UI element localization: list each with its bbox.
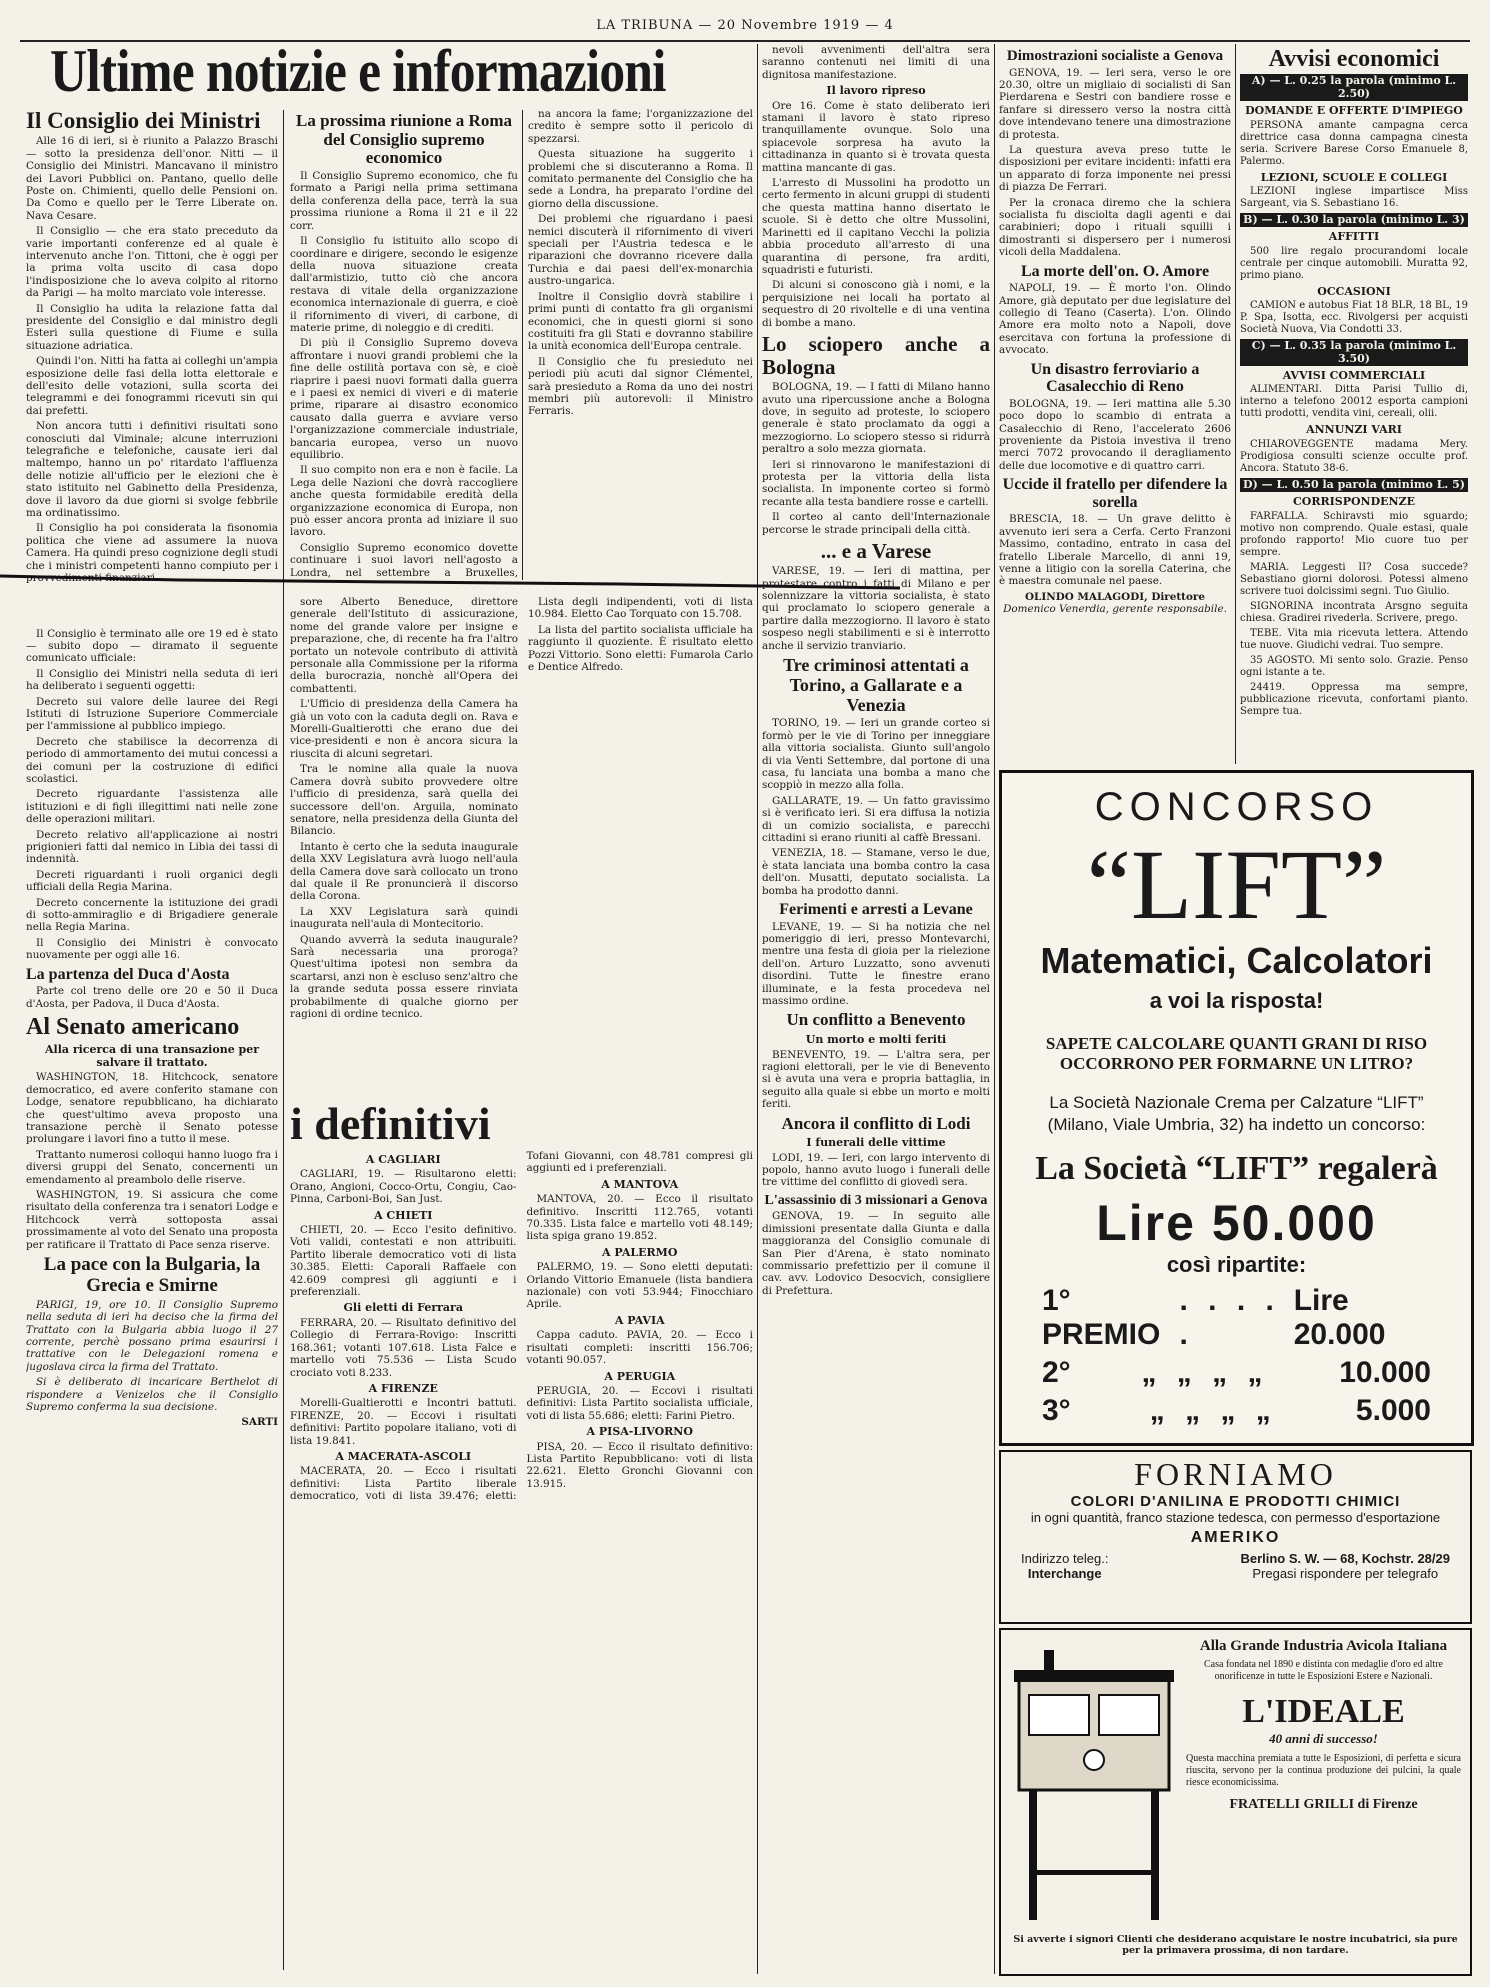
paragraph: NAPOLI, 19. — È morto l'on. Olindo Amore, già deputato per due legislature del collegio di Teano (Caserta). L'on. Olindo Amore era molto noto a Napoli, dove esercitava con fortuna la professione di avvocato. [999, 282, 1231, 357]
lift-regala: La Società “LIFT” regalerà [1035, 1150, 1438, 1187]
subheadline-lodi: I funerali delle vittime [806, 1136, 946, 1150]
paragraph: BRESCIA, 18. — Un grave delitto è avvenuto ieri sera a Cerfa. Certo Franzoni Massimo, contadino, entrato in casa del fratello Liberale Marcello, di anni 19, venne a litigio con la sorella Caterina, che è maestra comunale nel paese. [999, 513, 1231, 588]
subheadline-lavoro: Il lavoro ripreso [826, 84, 926, 98]
section-heading: LEZIONI, SCUOLE E COLLEGI [1260, 170, 1448, 184]
city-heading: A FIRENZE [368, 1381, 438, 1395]
paragraph: GENOVA, 19. — Ieri sera, verso le ore 20.30, oltre un migliaio di socialisti di San Pierdarena e Sestri con bandiere rosse e fanfare si diressero verso la nostra città dove intendevano tenere una dimostrazione di protesta. [999, 66, 1231, 141]
paragraph: L'Ufficio di presidenza della Camera ha già un voto con la caduta degli on. Rava e Morelli-Gualtierotti che erano due dei vice-presidenti e non è ancora sicura la riuscita di alcuni segretari. [290, 698, 518, 760]
headline-lodi: Ancora il conflitto di Lodi [781, 1113, 971, 1133]
classified-ad: MARIA. Leggesti II? Cosa succede? Sebastiano giorni dolorosi. Potessi almeno scrivere tuoi dolcissimi segni. Tuo Giulio. [1240, 561, 1468, 597]
paragraph: Tra le nomine alla quale la nuova Camera dovrà subito provvedere oltre l'ufficio di presidenza, sarà quella dei successore dell'on. Arguila, nominato senatore, nella presidenza della Giunta del Bilancio. [290, 763, 518, 838]
paragraph: L'arresto di Mussolini ha prodotto un certo fermento in alcuni gruppi di studenti che questa mattina hanno disertato le scuole. Si è detto che oltre Mussolini, Marinetti ed il capitano Vecchi la polizia abbia proceduto all'arresto di una quarantina di persone, fra arditi, squadristi e futuristi. [762, 177, 990, 276]
prize-label: 3° [1042, 1394, 1071, 1427]
column-3 [528, 108, 753, 578]
city-heading: A CHIETI [374, 1208, 433, 1222]
column-4 [762, 44, 990, 1970]
section-heading: ANNUNZI VARI [1306, 423, 1402, 437]
paragraph: Lista degli indipendenti, voti di lista 10.984. Eletto Cao Torquato con 15.708. [528, 596, 753, 621]
prize-label: 2° [1042, 1356, 1071, 1389]
paragraph: LEVANE, 19. — Si ha notizia che nel pomeriggio di ieri, presso Montevarchi, mentre una festa di gioia per la rielezione dell'on. Arturo Luzzatto, sono avvenuti disordini. Tutte le finestre erano illuminate, e la festa procedeva nel massimo ordine. [762, 920, 990, 1008]
rate-heading: D) — L. 0.50 la parola (minimo L. 5) [1240, 478, 1468, 492]
classified-ad: ALIMENTARI. Ditta Parisi Tullio di, interno a telefono 20012 esporta campioni tutti prodotti, vendita vini, cereali, olii. [1240, 384, 1468, 420]
paragraph: PERUGIA, 20. — Eccovi i risultati definitivi: Lista Partito socialista ufficiale, voti di lista 55.686; eletti: Farini Pietro. [526, 1384, 753, 1422]
section-heading: DOMANDE E OFFERTE D'IMPIEGO [1245, 104, 1463, 118]
headline-amore: La morte dell'on. O. Amore [1020, 262, 1210, 280]
paragraph: Decreto relativo all'applicazione ai nostri prigionieri fatti dal nemico in Libia dei tassi di indennità. [26, 828, 278, 866]
paragraph: Cappa caduto. PAVIA, 20. — Ecco i risultati completi: inscritti 156.706; votanti 90.057. [526, 1329, 753, 1367]
paragraph: VENEZIA, 18. — Stamane, verso le due, è stata lanciata una bomba contro la casa dell'on. Musatti, deputato socialista. La bomba ha prodotto danni. [762, 847, 990, 897]
paragraph: Di più il Consiglio Supremo doveva affrontare i nuovi grandi problemi che la fine delle ostilità portava con sè, e cioè riaprire i paesi nuovi formati dalla guerra e i paesi ex nemici di viveri e di materie prime, riparare ai disastro economico causato dalla guerra e avviare verso l'organizzazione commerciale industriale, bancaria europea, verso un nuovo equilibrio. [290, 337, 518, 461]
paragraph: GALLARATE, 19. — Un fatto gravissimo si è verificato ieri. Si era diffusa la notizia di un comizio socialista, e parecchi cittadini si erano riuniti al caffè Bressani. [762, 794, 990, 844]
paragraph: CHIETI, 20. — Ecco l'esito definitivo. Voti validi, contestati e non attribuiti. Partito liberale democratico voti di lista 30.385. Eletti: Caporali Raffaele con 42.609 compresi gli aggiunti e i preferenziali. [290, 1224, 517, 1299]
forniamo-ad [999, 1450, 1472, 1624]
forniamo-line-1: COLORI D'ANILINA E PRODOTTI CHIMICI [1070, 1493, 1401, 1510]
column-rule [994, 44, 995, 1974]
paragraph: Decreto riguardante l'assistenza alle istituzioni e di figli illegittimi nati nelle zone delle operazioni militari. [26, 788, 278, 826]
prize-row: 1° PREMIO . . . . . Lire 20.000 [1002, 1284, 1471, 1352]
paragraph: Il Consiglio dei Ministri nella seduta di ieri ha deliberato i seguenti oggetti: [26, 667, 278, 693]
paragraph: Il Consiglio fu istituito allo scopo di coordinare e dirigere, secondo le esigenze della nuova situazione creata dall'armistizio, tutto ciò che ancora restava di vitale della organizzazione economica internazionale di guerra, e cioè il rifornimento di viveri, di carbone, di materie prime, di noleggio e di crediti. [290, 235, 518, 334]
telegram-note: Pregasi rispondere per telegrafo [1252, 1566, 1439, 1581]
headline-bulgaria: La pace con la Bulgaria, la Grecia e Smirne [43, 1253, 261, 1296]
paragraph: Quindi l'on. Nitti ha fatta ai colleghi un'ampia esposizione delle fasi della lotta elettorale e dell'esito delle votazioni, sulla scorta dei telegrammi e dei fonogrammi ricevuti sin qui dai prefetti. [26, 355, 278, 417]
paragraph: Inoltre il Consiglio dovrà stabilire i primi punti di contatto fra gli organismi economici, che in questi giorni si sono costituiti fra gli Stati e dovranno stabilire la unità economica dell'Europa centrale. [528, 290, 753, 353]
classifieds [1240, 44, 1468, 766]
prize-value: 10.000 [1339, 1356, 1431, 1389]
column-1 [26, 104, 278, 1964]
classified-ad: SIGNORINA incontrata Arsgno seguita chiesa. Gradirei rivederla. Scrivere, prego. [1240, 600, 1468, 624]
classifieds-title: Avvisi economici [1268, 46, 1440, 72]
paragraph: Il Consiglio ha poi considerata la fisonomia politica che viene ad assumere la nuova Camera. Ha quindi preso cognizione degli studi che i ministri competenti hanno compiuto per i provvedimenti finanziari. [26, 522, 278, 585]
headline-benevento: Un conflitto a Benevento [786, 1010, 966, 1030]
city-heading: A PAVIA [614, 1313, 665, 1327]
telegram-label: Indirizzo teleg.: [1021, 1551, 1109, 1566]
section-heading: AFFITTI [1328, 230, 1380, 244]
forniamo-company: AMERIKO [1190, 1529, 1281, 1546]
paragraph: Il Consiglio ha udita la relazione fatta dal presidente del Consiglio e dal ministro degli Esteri sulla questione di Fiume e sulla situazione adriatica. [26, 302, 278, 352]
paragraph: Si è deliberato di incaricare Berthelot di rispondere a Venizelos che il Consiglio Supremo conferma la sua decisione. [26, 1376, 278, 1413]
paragraph: Quando avverrà la seduta inaugurale? Sarà necessaria una proroga? Quest'ultima ipotesi non sembra da scartarsi, anzi non è escluso senz'altro che la grande seduta possa essere rinviata probabilmente di qualche giorno per ragioni di ordine tecnico. [290, 933, 518, 1020]
paragraph: BENEVENTO, 19. — L'altra sera, per ragioni elettorali, per le vie di Benevento si è avuta una vera e propria battaglia, in seguito alla quale si ebbe un morto e molti feriti. [762, 1048, 990, 1111]
paragraph: Intanto è certo che la seduta inaugurale della XXV Legislatura avrà luogo nell'aula della Camera dove sarà collocato un trono dal quale il Re pronuncierà il discorso della Corona. [290, 840, 518, 903]
paragraph: Questa situazione ha suggerito i problemi che si discuteranno a Roma. Il comitato permanente del Consiglio che ha sede a Londra, ha preparato l'ordine del giorno della discussione. [528, 148, 753, 210]
paragraph: PISA, 20. — Ecco il risultato definitivo: Lista Partito Repubblicano: voti di lista 22.621. Eletto Gronchi Giovanni con 13.915. [526, 1440, 753, 1490]
city-heading: A PISA-LIVORNO [586, 1425, 693, 1439]
paragraph: Dei problemi che riguardano i paesi nemici discuterà il rifornimento di viveri speciali per l'Austria tedesca e le riparazioni che dovranno ricevere dalla Turchia e dai paesi dell'ex-monarchia austro-ungarica. [528, 213, 753, 288]
city-heading: A PERUGIA [604, 1369, 676, 1383]
ideale-incubator-ad [999, 1628, 1472, 1976]
classified-ad: CHIAROVEGGENTE madama Mery. Prodigiosa consulti scienze occulte prof. Ancora. Statuto 38-6. [1240, 438, 1468, 474]
paragraph: La questura aveva preso tutte le disposizioni per evitare incidenti: infatti era un apparato di forza imponente nei pressi di piazza De Ferrari. [999, 143, 1231, 194]
paragraph: La lista del partito socialista ufficiale ha raggiunto il quoziente. È risultato eletto Pozzi Vittorio. Sono eletti: Fumarola Carlo e Dentice Alfredo. [528, 623, 753, 674]
prize-value: 5.000 [1355, 1394, 1431, 1427]
classified-ad: FARFALLA. Schiravsti mio sguardo; motivo non comprendo. Quale estasi, quale profondo rapporto! Mio cuore tuo per sempre. [1240, 510, 1468, 558]
telegram-address: Interchange [1027, 1566, 1102, 1581]
section-heading: CORRISPONDENZE [1292, 495, 1415, 509]
paragraph: CAGLIARI, 19. — Risultarono eletti: Orano, Angioni, Cocco-Ortu, Congiu, Cao-Pinna, Carboni-Boi, San Just. [290, 1168, 517, 1206]
ideale-maker: FRATELLI GRILLI di Firenze [1229, 1797, 1418, 1812]
paragraph: Alle 16 di ieri, si è riunito a Palazzo Braschi — sotto la presidenza dell'onor. Nitti — il Consiglio dei Ministri. Mancavano il ministro dei Lavori Pubblici on. Pantano, quello delle Poste on. Chimienti, quello delle Pensioni on. Da Como e quello per le Terre Liberate on. Nava Cesare. [26, 135, 278, 222]
paragraph: Ore 16. Come è stato deliberato ieri stamani il lavoro è stato ripreso tranquillamente ovunque. Solo una spiacevole sorpresa ha avuto la cittadinanza in quanto si è trovata questa mattina mancante di gas. [762, 99, 990, 174]
lift-body: La Società Nazionale Crema per Calzature “LIFT” (Milano, Viale Umbria, 32) ha indetto un concorso: [1047, 1093, 1426, 1134]
paragraph: Decreto concernente la istituzione dei gradi di sotto-ammiraglio e di Brigadiere generale nella Regia Marina. [26, 896, 278, 934]
paragraph: Il Consiglio — che era stato preceduto da varie importanti conferenze ed al quale è intervenuto anche l'on. Tittoni, che è oggi per la prima volta uscito di casa dopo l'indisposizione che lo aveva colpito al ritorno da Parigi — ha molto marciato vole interesse. [26, 225, 278, 300]
paragraph: Decreto sui valore delle lauree dei Regi Istituti di Istruzione Superiore Commerciale per l'ammissione al pubblico impiego. [26, 695, 278, 733]
paragraph: Parte col treno delle ore 20 e 50 il Duca d'Aosta, per Padova, il Duca d'Aosta. [26, 985, 278, 1010]
prize-row: 2° „ „ „ „ 10.000 [1042, 1356, 1431, 1389]
gerente-signature: Domenico Venerdia, gerente responsabile. [1003, 603, 1227, 616]
paragraph: GENOVA, 19. — In seguito alle dimissioni presentate dalla Giunta e dalla maggioranza del Consiglio comunale di San Pier d'Arena, è stato nominato commissario prefettizio per il comune il cav. avv. Lodovico Desocvich, consigliere di Prefettura. [762, 1210, 990, 1297]
paragraph: sore Alberto Beneduce, direttore generale dell'Istituto di assicurazione, nome del grande valore per insigne e preparazione, che, di recente ha fra l'altro portato un notevole contributo di attività personale alla Commissione per la riforma della burocrazia, nonchè all'Opera dei combattenti. [290, 596, 518, 695]
headline-levane: Ferimenti e arresti a Levane [779, 901, 973, 919]
paragraph: Il Consiglio dei Ministri è convocato nuovamente per oggi alle 16. [26, 936, 278, 962]
column-5 [999, 44, 1231, 766]
paragraph: Il Consiglio è terminato alle ore 19 ed è stato — subito dopo — diramato il seguente comunicato ufficiale: [26, 627, 278, 665]
paragraph: PARIGI, 19, ore 10. Il Consiglio Supremo nella seduta di ieri ha deciso che la firma del Trattato con la Bulgaria abbia luogo il 27 corrente, perchè possano prima esaurirsi i trattative con le Delegazioni romena e jugoslava circa la firma del Trattato. [26, 1298, 278, 1373]
lift-subtitle-2: a voi la risposta! [1149, 988, 1324, 1013]
banner-headline: Ultime notizie e informazioni [50, 38, 666, 104]
paragraph: Il suo compito non era e non è facile. La Lega delle Nazioni che dovrà raccogliere anche questa formidabile eredità della organizzazione economica di Europa, non può esser ancora pronta ad iniziare il suo lavoro. [290, 464, 518, 539]
column-rule [757, 44, 758, 1974]
lift-kicker: CONCORSO [1094, 785, 1379, 829]
city-heading: A MANTOVA [601, 1177, 679, 1191]
paragraph: BOLOGNA, 19. — Ieri mattina alle 5.30 poco dopo lo scambio di entrata a Casalecchio di Reno, l'accelerato 2606 proveniente da Pistoia investiva il treno merci 7072 provocando il deragliamento delle due locomotive e di quattro carri. [999, 397, 1231, 472]
rate-heading: A) — L. 0.25 la parola (minimo L. 2.50) [1240, 74, 1468, 101]
paragraph: Non ancora tutti i definitivi risultati sono conosciuti dal Viminale; alcune interruzioni telegrafiche e telefoniche, causate ieri dal maltempo, hanno un po' ritardato l'affluenza delle notizie all'ufficio per le elezioni che è stato istituito nel Gabinetto della Presidenza, dove il lavoro da due giorni si svolge febbrile ma ordinatissimo. [26, 420, 278, 520]
company-address: Berlino S. W. — 68, Kochstr. 28/29 [1240, 1551, 1450, 1566]
lift-subtitle: Matematici, Calcolatori [1040, 940, 1433, 981]
headline-consiglio-economico: La prossima riunione a Roma del Consiglio supremo economico [296, 111, 512, 168]
classified-ad: PERSONA amante campagna cerca direttrice casa donna campagna cinesta seria. Scrivere Barese Corso Emanuele 8, Palermo. [1240, 119, 1468, 167]
rate-heading: C) — L. 0.35 la parola (minimo L. 3.50) [1240, 339, 1468, 366]
ideale-heading: Alla Grande Industria Avicola Italiana [1199, 1638, 1448, 1654]
lift-split: così ripartite: [1166, 1252, 1307, 1277]
lift-question-2: OCCORRONO PER FORMARNE UN LITRO? [1059, 1054, 1414, 1073]
city-heading: Gli eletti di Ferrara [343, 1301, 463, 1315]
masthead: LA TRIBUNA — 20 Novembre 1919 — 4 [596, 18, 894, 33]
headline-attentati: Tre criminosi attentati a Torino, a Gallarate e a Venezia [783, 654, 969, 715]
paragraph: Decreto che stabilisce la decorrenza di periodo di ammortamento dei mutui concessi a dei comuni per la costruzione di edifici scolastici. [26, 735, 278, 785]
section-heading: AVVISI COMMERCIALI [1282, 369, 1426, 383]
paragraph: VARESE, 19. — Ieri di mattina, per protestare contro i fatti di Milano e per solennizzare la vittoria socialista, è stato qui proclamato lo sciopero generale a partire dalla mezzogiorno. Il lavoro è stato sospeso negli stabilimenti e si è interrotto anche il servizio tranviario. [762, 565, 990, 652]
headline-disastro: Un disastro ferroviario a Casalecchio di Reno [1030, 360, 1200, 396]
paragraph: BOLOGNA, 19. — I fatti di Milano hanno avuto una ripercussione anche a Bologna dove, in seguito ad proteste, lo sciopero generale è stato proclamato da oggi a mezzogiorno. Lo sciopero stesso si ridurrà peraltro a solo mezza giornata. [762, 381, 990, 456]
classified-ad: CAMION e autobus Fiat 18 BLR, 18 BL, 19 P. Spa, Isotta, ecc. Rivolgersi per acquisti Società Nuova, Via Condotti 33. [1240, 300, 1468, 336]
paragraph: Decreti riguardanti i ruoli organici degli ufficiali della Regia Marina. [26, 868, 278, 894]
column-2-lower [290, 596, 518, 1096]
incubator-illustration [1009, 1640, 1179, 1940]
city-heading: A PALERMO [602, 1245, 678, 1259]
headline-consiglio: Il Consiglio dei Ministri [26, 108, 261, 133]
paragraph: MANTOVA, 20. — Ecco il risultato definitivo. Inscritti 112.765, votanti 70.335. Lista falce e martello voti 48.149; lista spiga grano 19.852. [526, 1193, 753, 1243]
classified-ad: LEZIONI inglese impartisce Miss Sargeant, via S. Sebastiano 16. [1240, 186, 1468, 210]
city-heading: A CAGLIARI [365, 1153, 441, 1166]
paragraph: Di alcuni si conoscono già i nomi, e la perquisizione nei locali ha portato al sequestro di 20 rivoltelle e di una ventina di bombe a mano. [762, 279, 990, 329]
prize-row: 3° „ „ „ „ 5.000 [1042, 1394, 1431, 1427]
paragraph: WASHINGTON, 19. Si assicura che come risultato della conferenza tra i senatori Lodge e Hitchcock verrà sottoposta assai prossimamente al voto del Senato una proposta per ratificare il Trattato di Pace senza riserve. [26, 1188, 278, 1251]
banner-headline-box [50, 34, 755, 108]
section-heading: OCCASIONI [1317, 284, 1391, 298]
city-heading: A MACERATA-ASCOLI [335, 1449, 472, 1463]
prize-label: 1° PREMIO [1042, 1284, 1161, 1351]
paragraph: Morelli-Gualtierotti e Incontri battuti. FIRENZE, 20. — Eccovi i risultati definitivi: Partito popolare italiano, voti di lista 19.841. [290, 1397, 517, 1447]
classified-ad: 24419. Oppressa ma sempre, pubblicazione ricevuta, confortami pianto. Sempre tua. [1240, 681, 1468, 717]
paragraph: na ancora la fame; l'organizzazione del credito è sempre sotto il pericolo di spezzarsi. [528, 108, 753, 145]
ideale-brand: L'IDEALE [1242, 1693, 1405, 1730]
rate-heading: B) — L. 0.30 la parola (minimo L. 3) [1240, 213, 1468, 227]
paragraph: Il corteo al canto dell'Internazionale percorse le strade principali della città. [762, 511, 990, 536]
column-2 [290, 108, 518, 578]
paragraph: WASHINGTON, 18. Hitchcock, senatore democratico, ed avere conferito stamane con Lodge, senatore repubblicano, ha dichiarato che quest'ultimo aveva proposto una transazione perchè il Senato potesse prolungare i lavori fino a tutto il mese. [26, 1071, 278, 1146]
ideale-text: Questa macchina premiata a tutte le Esposizioni, di perfetta e sicura riuscita, servono per la continua produzione dei pulcini, la quale riesce economicissima. [1186, 1753, 1461, 1788]
paragraph: La XXV Legislatura sarà quindi inaugurata nell'aula di Montecitorio. [290, 905, 518, 931]
column-rule [522, 110, 523, 580]
paragraph: PALERMO, 19. — Sono eletti deputati: Orlando Vittorio Emanuele (lista bandiera nazionale) con voti 53.944; Finocchiaro Aprile. [526, 1261, 753, 1311]
results-banner: i definitivi [290, 1098, 491, 1149]
headline-senato: Al Senato americano [26, 1014, 240, 1041]
classified-ad: TEBE. Vita mia ricevuta lettera. Attendo tue nuove. Giudichi vedrai. Tuo sempre. [1240, 627, 1468, 651]
paragraph: FERRARA, 20. — Risultato definitivo del Collegio di Ferrara-Rovigo: Inscritti 168.361; votanti 107.618. Lista Falce e martello voti 75.536 — Lista Scudo crociato voti 8.233. [290, 1316, 517, 1379]
classified-ad: 35 AGOSTO. Mi sento solo. Grazie. Penso ogni istante a te. [1240, 654, 1468, 678]
headline-genova: L'assassinio di 3 missionari a Genova [764, 1192, 988, 1208]
paragraph: LODI, 19. — Ieri, con largo intervento di popolo, hanno avuto luogo i funerali delle tre vittime del conflitto di giovedì sera. [762, 1151, 990, 1189]
paragraph: Per la cronaca diremo che la schiera socialista fu disciolta dagli agenti e dai carabinieri; dopo i rituali squilli i dimostranti si dispersero per i numerosi vicoli della Maddalena. [999, 196, 1231, 259]
paragraph: Il Consiglio che fu presieduto nei periodi più acuti dal signor Clémentel, sarà presieduto a Roma da uno dei nostri membri più autorevoli: il Ministro Ferraris. [528, 355, 753, 418]
lift-question-1: SAPETE CALCOLARE QUANTI GRANI DI RISO [1045, 1034, 1428, 1053]
signature: SARTI [241, 1416, 278, 1429]
paragraph: TORINO, 19. — Ieri un grande corteo si formò per le vie di Torino per inneggiare alla vittoria socialista. Giunto sull'angolo di via Venti Settembre, dal portone di una casa, fu lanciata una bomba a mano che scoppiò in mezzo alla folla. [762, 717, 990, 792]
paragraph: Il Consiglio Supremo economico, che fu formato a Parigi nella prima settimana della conferenza della pace, terrà la sua prossima riunione a Roma il 21 e il 22 corr. [290, 170, 518, 232]
ideale-small-print: Casa fondata nel 1890 e distinta con medaglie d'oro ed altre onorificenze in tutte le Esposizioni Estere e Nazionali. [1204, 1659, 1443, 1682]
prize-value: Lire 20.000 [1293, 1284, 1386, 1351]
subheadline-senato: Alla ricerca di una transazione per salvare il trattato. [44, 1043, 260, 1069]
election-results [290, 1098, 753, 1968]
director-signature: OLINDO MALAGODI, Direttore [1024, 590, 1205, 603]
lift-brand: “LIFT” [1086, 829, 1387, 940]
lift-contest-ad [999, 770, 1474, 1446]
ideale-subtitle: 40 anni di successo! [1269, 1731, 1378, 1746]
headline-uccide: Uccide il fratello per difendere la sorella [1002, 476, 1228, 511]
lift-details [1002, 1432, 1471, 1446]
headline-varese: ... e a Varese [820, 539, 932, 563]
headline-duca: La partenza del Duca d'Aosta [26, 965, 230, 983]
lift-amount: Lire 50.000 [1096, 1195, 1377, 1251]
column-rule [1235, 44, 1236, 764]
forniamo-title: FORNIAMO [1134, 1456, 1337, 1492]
paragraph: Ieri si rinnovarono le manifestazioni di protesta per la vittoria della lista socialista. In imponente corteo si formò recante alla testa bandiere rosse e cartelli. [762, 458, 990, 508]
forniamo-line-2: in ogni quantità, franco stazione tedesca, con permesso d'esportazione [1030, 1510, 1441, 1525]
headline-genova-dimostrazioni: Dimostrazioni socialiste a Genova [1006, 48, 1224, 64]
headline-bologna: Lo sciopero anche a Bologna [762, 331, 990, 380]
subheadline-benevento: Un morto e molti feriti [805, 1033, 947, 1047]
paragraph: nevoli avvenimenti dell'altra sera saranno contenuti nei limiti di una dignitosa manifestazione. [762, 44, 990, 81]
ideale-footer: Si avverte i signori Clienti che desiderano acquistare le nostre incubatrici, sia pure per la primavera prossima, di non tardare. [1013, 1934, 1458, 1956]
paragraph: Trattanto numerosi colloqui hanno luogo fra i diversi gruppi del Senato, concernenti un emendamento al preambolo delle riserve. [26, 1148, 278, 1186]
paragraph: Consiglio Supremo economico dovette continuare i suoi lavori nell'agosto a Londra, nel settembre a Bruxelles, [290, 541, 518, 578]
classified-ad: 500 lire regalo procurandomi locale centrale per cinque automobili. Muratta 92, primo piano. [1240, 245, 1468, 281]
paragraph: MACERATA, 20. — Ecco i risultati definitivi: Lista Partito liberale democratico, voti di lista 39.476; eletti: Tofani Giovanni, con 48.781 compresi gli aggiunti ed i preferenziali. [290, 1150, 753, 1503]
column-rule [283, 110, 284, 1970]
column-3-lower [528, 596, 753, 691]
